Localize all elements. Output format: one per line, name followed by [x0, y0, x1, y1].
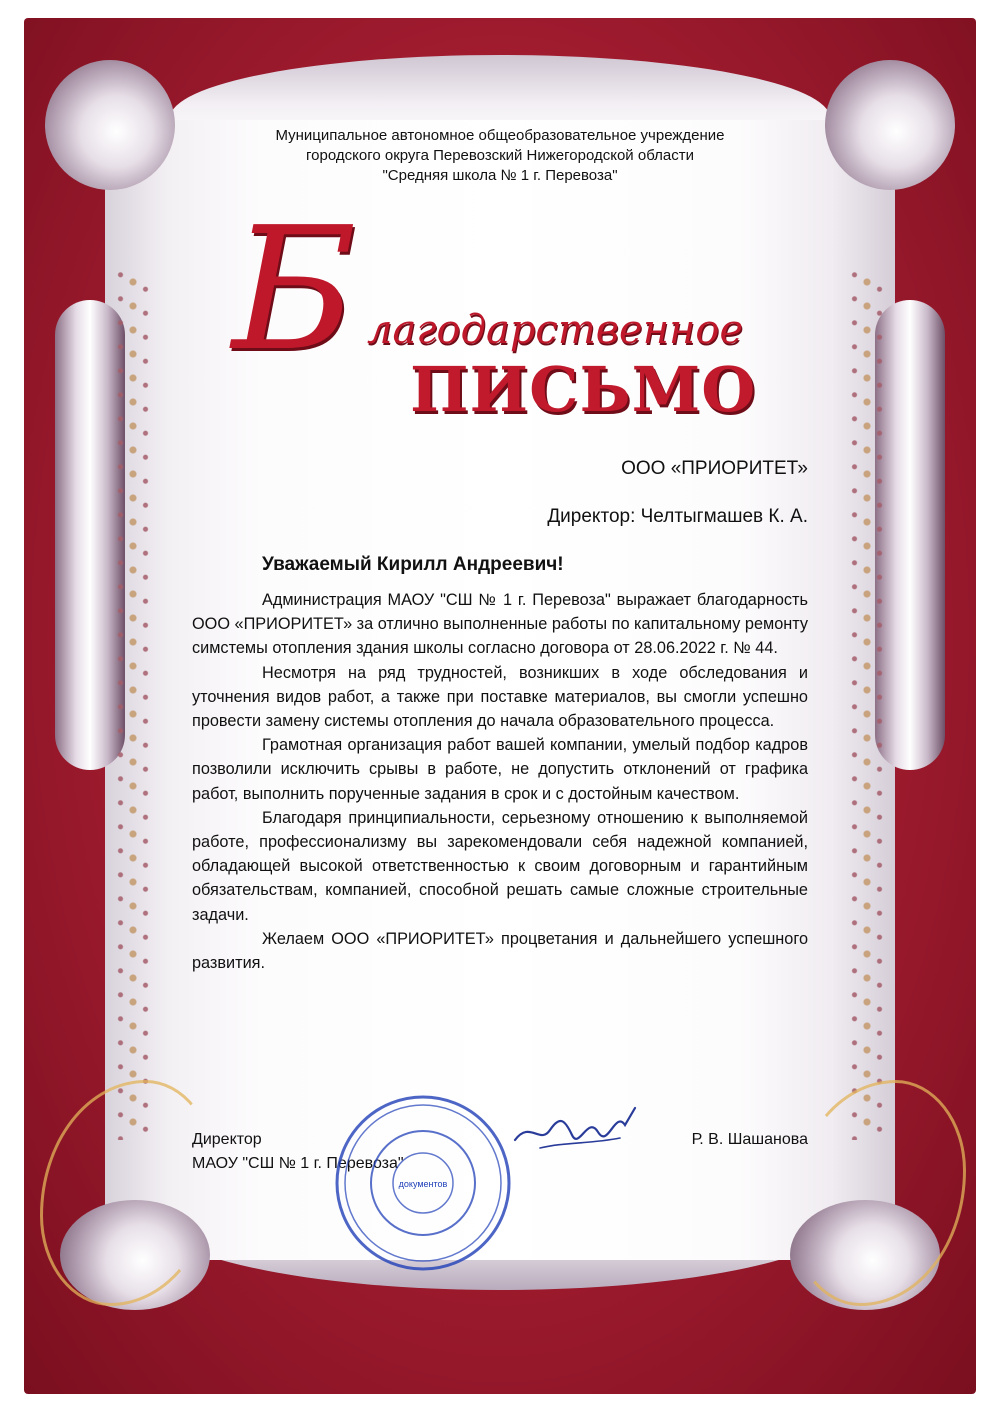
signatory-name: Р. В. Шашанова: [691, 1131, 808, 1148]
stamp-center-text: документов: [398, 1179, 448, 1189]
left-ornament-border: [108, 270, 158, 1140]
paragraph-1: Администрация МАОУ "СШ № 1 г. Перевоза" выражает благодарность ООО «ПРИОРИТЕТ» за отлично выполненные работы по капитальному ремонту симстемы отопления здания школы согласно договора от 28.06.2022 г. № 44.: [192, 591, 809, 658]
right-ornament-border: [842, 270, 892, 1140]
paragraph-2: Несмотря на ряд трудностей, возникших в ходе обследования и уточнения видов работ, а также при поставке материалов, вы смогли успешно провести замену системы отопления до начала образовательного процесса.: [192, 663, 808, 731]
paragraph-4: Благодаря принципиальности, серьезному отношению к выполняемой работе, профессионализму вы зарекомендовали себя надежной компанией, обладающей высокой ответственностью к своим договорным и гарантийным обязательствам, компанией, способной решать самые сложные строительные задачи.: [192, 808, 808, 924]
title-script-word: лагодарственное: [367, 307, 744, 353]
salutation: Уважаемый Кирилл Андреевич!: [262, 554, 564, 575]
addressee-company: ООО «ПРИОРИТЕТ»: [621, 458, 808, 479]
letter-body: [192, 588, 808, 975]
title-initial-letter: Б: [232, 191, 357, 389]
paragraph-3: Грамотная организация работ вашей компании, умелый подбор кадров позволили исключить срывы в работе, не допустить отклонений от графика работ, выполнить порученные задания в срок и с достойным качеством.: [192, 736, 808, 803]
institution-header: [150, 126, 850, 186]
paragraph-5: Желаем ООО «ПРИОРИТЕТ» процветания и дальнейшего успешного развития.: [192, 929, 808, 973]
handwritten-signature: [510, 1100, 640, 1160]
header-line-1: Муниципальное автономное общеобразовательное учреждение: [275, 127, 725, 144]
header-line-3: "Средняя школа № 1 г. Перевоза": [382, 167, 618, 184]
signatory-title: Директор: [192, 1131, 262, 1148]
document-title: [232, 191, 792, 426]
header-line-2: городского округа Перевозский Нижегородской области: [306, 147, 694, 164]
title-word-pismo: ПИСЬМО: [410, 353, 757, 426]
signatory-organization: МАОУ "СШ № 1 г. Перевоза": [192, 1155, 404, 1172]
official-stamp: [332, 1092, 514, 1274]
addressee-director: Директор: Челтыгмашев К. А.: [547, 506, 808, 527]
